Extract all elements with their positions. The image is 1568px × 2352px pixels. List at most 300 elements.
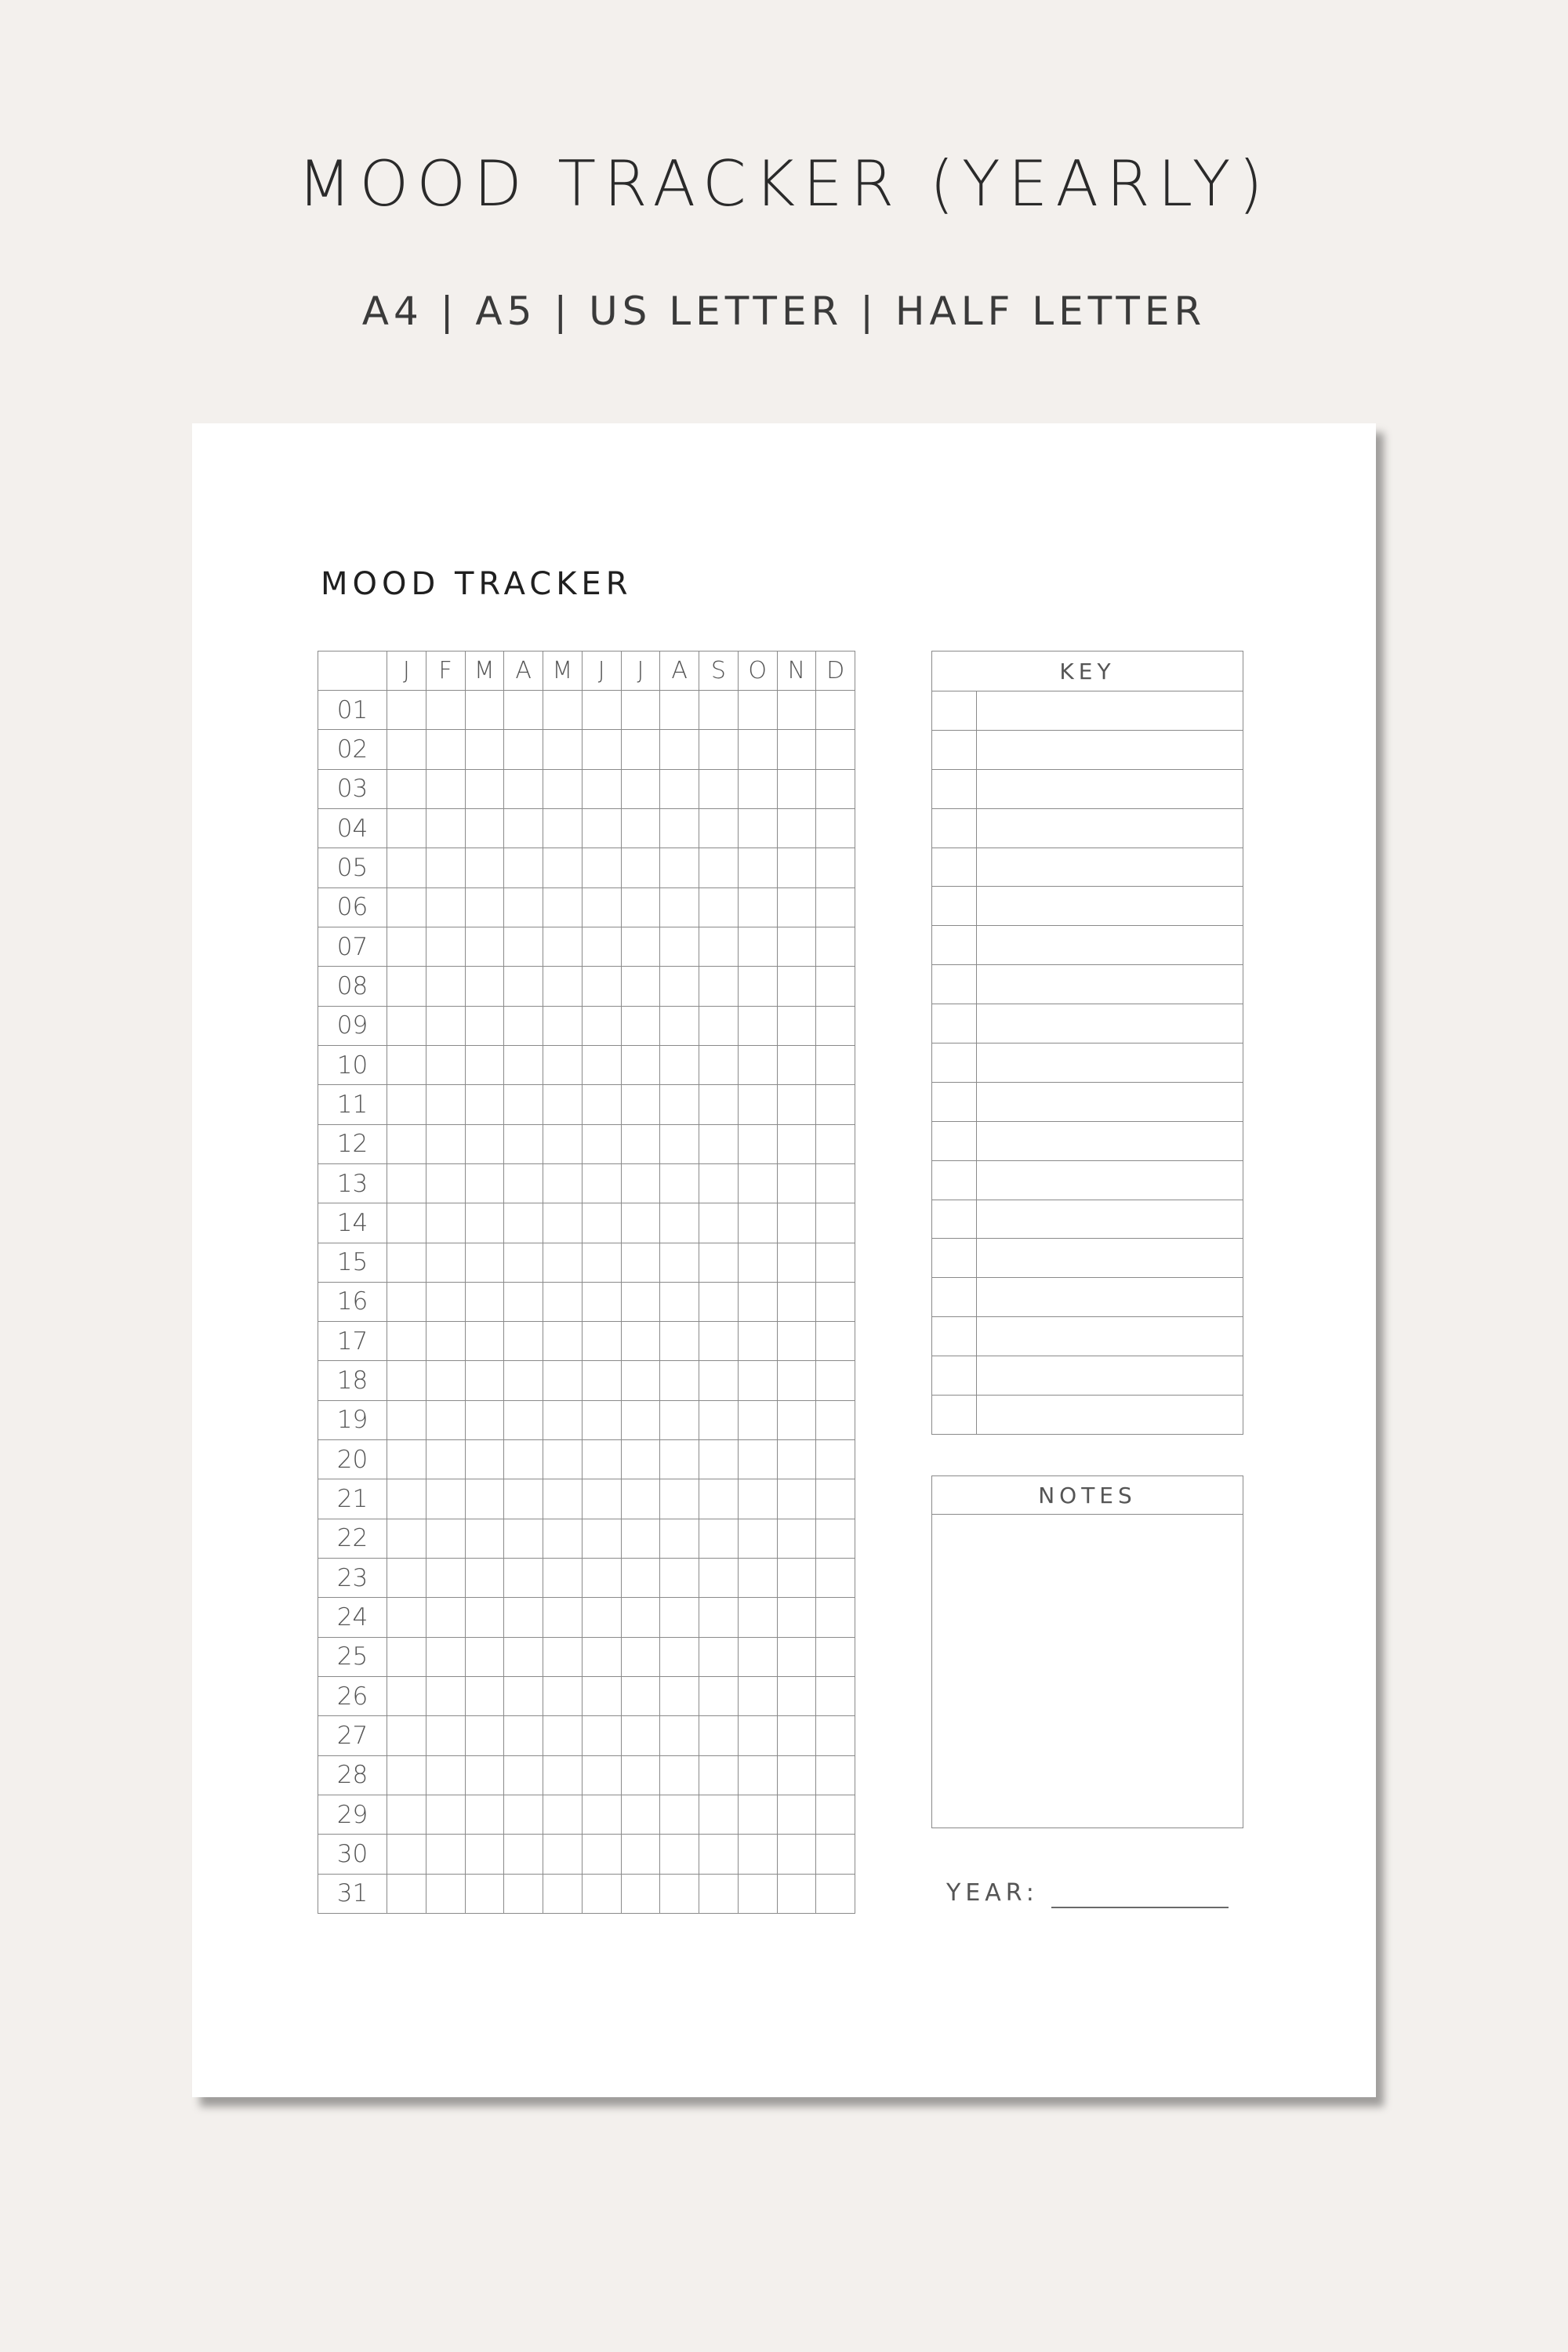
mood-cell[interactable]: [739, 967, 778, 1006]
mood-cell[interactable]: [583, 848, 622, 887]
mood-cell[interactable]: [387, 1361, 426, 1400]
mood-cell[interactable]: [466, 770, 505, 809]
mood-cell[interactable]: [504, 1716, 543, 1755]
mood-cell[interactable]: [699, 848, 739, 887]
mood-cell[interactable]: [816, 1835, 855, 1874]
mood-cell[interactable]: [583, 1875, 622, 1914]
mood-cell[interactable]: [426, 927, 466, 967]
mood-cell[interactable]: [504, 888, 543, 927]
mood-cell[interactable]: [739, 1638, 778, 1677]
mood-cell[interactable]: [466, 1401, 505, 1440]
mood-cell[interactable]: [739, 1125, 778, 1164]
mood-cell[interactable]: [816, 888, 855, 927]
mood-cell[interactable]: [543, 1875, 583, 1914]
mood-cell[interactable]: [504, 770, 543, 809]
mood-cell[interactable]: [387, 1322, 426, 1361]
mood-cell[interactable]: [504, 1085, 543, 1124]
mood-cell[interactable]: [543, 809, 583, 848]
mood-cell[interactable]: [387, 1401, 426, 1440]
mood-cell[interactable]: [466, 1677, 505, 1716]
mood-cell[interactable]: [387, 730, 426, 769]
mood-cell[interactable]: [583, 1716, 622, 1755]
key-color-swatch[interactable]: [932, 1200, 977, 1239]
mood-cell[interactable]: [583, 1085, 622, 1124]
mood-cell[interactable]: [699, 1756, 739, 1795]
mood-cell[interactable]: [583, 770, 622, 809]
mood-cell[interactable]: [699, 770, 739, 809]
mood-cell[interactable]: [387, 927, 426, 967]
key-color-swatch[interactable]: [932, 809, 977, 848]
mood-cell[interactable]: [387, 691, 426, 730]
mood-cell[interactable]: [699, 1559, 739, 1598]
mood-cell[interactable]: [739, 1479, 778, 1519]
mood-cell[interactable]: [699, 1875, 739, 1914]
mood-cell[interactable]: [504, 1007, 543, 1046]
key-color-swatch[interactable]: [932, 926, 977, 964]
mood-cell[interactable]: [543, 1519, 583, 1559]
mood-cell[interactable]: [816, 1795, 855, 1835]
mood-cell[interactable]: [622, 1875, 661, 1914]
mood-cell[interactable]: [622, 1559, 661, 1598]
mood-cell[interactable]: [387, 1795, 426, 1835]
mood-cell[interactable]: [739, 1519, 778, 1559]
mood-cell[interactable]: [543, 1677, 583, 1716]
mood-cell[interactable]: [778, 1046, 817, 1085]
mood-cell[interactable]: [816, 1716, 855, 1755]
mood-cell[interactable]: [778, 1638, 817, 1677]
mood-cell[interactable]: [504, 1677, 543, 1716]
mood-cell[interactable]: [583, 1283, 622, 1322]
mood-cell[interactable]: [778, 1125, 817, 1164]
mood-cell[interactable]: [739, 1401, 778, 1440]
mood-cell[interactable]: [387, 1677, 426, 1716]
mood-cell[interactable]: [660, 691, 699, 730]
key-color-swatch[interactable]: [932, 1356, 977, 1395]
mood-cell[interactable]: [699, 1046, 739, 1085]
mood-cell[interactable]: [739, 1677, 778, 1716]
mood-cell[interactable]: [426, 730, 466, 769]
mood-cell[interactable]: [778, 967, 817, 1006]
mood-cell[interactable]: [778, 1283, 817, 1322]
mood-cell[interactable]: [583, 1243, 622, 1283]
mood-cell[interactable]: [660, 1361, 699, 1400]
key-description-field[interactable]: [977, 926, 1243, 964]
key-description-field[interactable]: [977, 1083, 1243, 1121]
mood-cell[interactable]: [778, 1479, 817, 1519]
mood-cell[interactable]: [816, 1875, 855, 1914]
mood-cell[interactable]: [699, 1361, 739, 1400]
mood-cell[interactable]: [387, 809, 426, 848]
mood-cell[interactable]: [816, 1322, 855, 1361]
mood-cell[interactable]: [387, 967, 426, 1006]
mood-cell[interactable]: [739, 770, 778, 809]
mood-cell[interactable]: [739, 809, 778, 848]
mood-cell[interactable]: [543, 1401, 583, 1440]
mood-cell[interactable]: [583, 1401, 622, 1440]
mood-cell[interactable]: [739, 1598, 778, 1637]
key-description-field[interactable]: [977, 731, 1243, 769]
mood-cell[interactable]: [504, 1440, 543, 1479]
mood-cell[interactable]: [816, 1164, 855, 1203]
mood-cell[interactable]: [816, 1677, 855, 1716]
mood-cell[interactable]: [778, 927, 817, 967]
mood-cell[interactable]: [504, 1164, 543, 1203]
mood-cell[interactable]: [660, 1322, 699, 1361]
mood-cell[interactable]: [778, 1795, 817, 1835]
mood-cell[interactable]: [466, 1085, 505, 1124]
mood-cell[interactable]: [739, 1559, 778, 1598]
mood-cell[interactable]: [504, 1283, 543, 1322]
mood-cell[interactable]: [466, 1203, 505, 1243]
mood-cell[interactable]: [778, 1007, 817, 1046]
mood-cell[interactable]: [543, 1203, 583, 1243]
mood-cell[interactable]: [387, 1519, 426, 1559]
mood-cell[interactable]: [622, 967, 661, 1006]
mood-cell[interactable]: [622, 809, 661, 848]
mood-cell[interactable]: [699, 888, 739, 927]
mood-cell[interactable]: [426, 848, 466, 887]
mood-cell[interactable]: [466, 1795, 505, 1835]
mood-cell[interactable]: [426, 1283, 466, 1322]
mood-cell[interactable]: [660, 1677, 699, 1716]
mood-cell[interactable]: [426, 1046, 466, 1085]
mood-cell[interactable]: [660, 848, 699, 887]
mood-cell[interactable]: [816, 1401, 855, 1440]
mood-cell[interactable]: [543, 1756, 583, 1795]
mood-cell[interactable]: [426, 1243, 466, 1283]
key-description-field[interactable]: [977, 1239, 1243, 1277]
mood-cell[interactable]: [543, 1795, 583, 1835]
mood-cell[interactable]: [426, 1835, 466, 1874]
mood-cell[interactable]: [778, 1401, 817, 1440]
key-description-field[interactable]: [977, 1044, 1243, 1082]
mood-cell[interactable]: [816, 1519, 855, 1559]
key-color-swatch[interactable]: [932, 1396, 977, 1434]
mood-cell[interactable]: [778, 809, 817, 848]
mood-cell[interactable]: [466, 1283, 505, 1322]
mood-cell[interactable]: [739, 1756, 778, 1795]
mood-cell[interactable]: [816, 848, 855, 887]
mood-cell[interactable]: [466, 809, 505, 848]
key-description-field[interactable]: [977, 1004, 1243, 1043]
mood-cell[interactable]: [699, 1243, 739, 1283]
mood-cell[interactable]: [387, 1164, 426, 1203]
mood-cell[interactable]: [466, 1756, 505, 1795]
mood-cell[interactable]: [583, 1638, 622, 1677]
mood-cell[interactable]: [387, 770, 426, 809]
key-color-swatch[interactable]: [932, 770, 977, 808]
mood-cell[interactable]: [426, 1203, 466, 1243]
mood-cell[interactable]: [583, 1440, 622, 1479]
mood-cell[interactable]: [504, 1401, 543, 1440]
mood-cell[interactable]: [426, 888, 466, 927]
mood-cell[interactable]: [660, 1085, 699, 1124]
mood-cell[interactable]: [426, 1519, 466, 1559]
mood-cell[interactable]: [583, 1479, 622, 1519]
mood-cell[interactable]: [504, 1875, 543, 1914]
mood-cell[interactable]: [739, 730, 778, 769]
mood-cell[interactable]: [622, 1716, 661, 1755]
mood-cell[interactable]: [660, 1519, 699, 1559]
mood-cell[interactable]: [622, 1243, 661, 1283]
mood-cell[interactable]: [543, 1716, 583, 1755]
mood-cell[interactable]: [583, 1795, 622, 1835]
mood-cell[interactable]: [583, 1046, 622, 1085]
mood-cell[interactable]: [504, 1756, 543, 1795]
mood-cell[interactable]: [699, 730, 739, 769]
key-description-field[interactable]: [977, 965, 1243, 1004]
notes-field[interactable]: [932, 1515, 1243, 1828]
mood-cell[interactable]: [778, 888, 817, 927]
mood-cell[interactable]: [739, 1007, 778, 1046]
mood-cell[interactable]: [543, 1559, 583, 1598]
mood-cell[interactable]: [660, 1835, 699, 1874]
mood-cell[interactable]: [504, 1046, 543, 1085]
mood-cell[interactable]: [622, 691, 661, 730]
mood-cell[interactable]: [543, 1361, 583, 1400]
mood-cell[interactable]: [622, 1479, 661, 1519]
mood-cell[interactable]: [466, 1559, 505, 1598]
mood-cell[interactable]: [622, 1795, 661, 1835]
mood-cell[interactable]: [583, 1598, 622, 1637]
mood-cell[interactable]: [387, 1243, 426, 1283]
mood-cell[interactable]: [660, 1716, 699, 1755]
mood-cell[interactable]: [504, 1322, 543, 1361]
mood-cell[interactable]: [778, 1716, 817, 1755]
key-description-field[interactable]: [977, 691, 1243, 730]
mood-cell[interactable]: [816, 1479, 855, 1519]
mood-cell[interactable]: [583, 1203, 622, 1243]
mood-cell[interactable]: [466, 1835, 505, 1874]
mood-cell[interactable]: [426, 1677, 466, 1716]
key-color-swatch[interactable]: [932, 1239, 977, 1277]
mood-cell[interactable]: [387, 1756, 426, 1795]
mood-cell[interactable]: [387, 1835, 426, 1874]
mood-cell[interactable]: [660, 1243, 699, 1283]
mood-cell[interactable]: [504, 1598, 543, 1637]
mood-cell[interactable]: [583, 1322, 622, 1361]
mood-cell[interactable]: [387, 1046, 426, 1085]
mood-cell[interactable]: [543, 1598, 583, 1637]
mood-cell[interactable]: [660, 1046, 699, 1085]
mood-cell[interactable]: [622, 1401, 661, 1440]
key-color-swatch[interactable]: [932, 965, 977, 1004]
mood-cell[interactable]: [426, 967, 466, 1006]
mood-cell[interactable]: [660, 1203, 699, 1243]
mood-cell[interactable]: [504, 967, 543, 1006]
mood-cell[interactable]: [466, 1598, 505, 1637]
mood-cell[interactable]: [543, 1283, 583, 1322]
mood-cell[interactable]: [387, 1085, 426, 1124]
mood-cell[interactable]: [583, 1519, 622, 1559]
mood-cell[interactable]: [426, 1559, 466, 1598]
mood-cell[interactable]: [739, 1716, 778, 1755]
mood-cell[interactable]: [543, 1046, 583, 1085]
mood-cell[interactable]: [543, 848, 583, 887]
key-color-swatch[interactable]: [932, 1044, 977, 1082]
key-description-field[interactable]: [977, 887, 1243, 925]
mood-cell[interactable]: [778, 1164, 817, 1203]
mood-cell[interactable]: [426, 1440, 466, 1479]
mood-cell[interactable]: [387, 1598, 426, 1637]
mood-cell[interactable]: [504, 1559, 543, 1598]
mood-cell[interactable]: [816, 1007, 855, 1046]
mood-cell[interactable]: [660, 1559, 699, 1598]
mood-cell[interactable]: [583, 1164, 622, 1203]
mood-cell[interactable]: [816, 1440, 855, 1479]
mood-cell[interactable]: [387, 1716, 426, 1755]
mood-cell[interactable]: [699, 1598, 739, 1637]
mood-cell[interactable]: [739, 1795, 778, 1835]
mood-cell[interactable]: [660, 1795, 699, 1835]
mood-cell[interactable]: [816, 730, 855, 769]
mood-cell[interactable]: [622, 730, 661, 769]
mood-cell[interactable]: [699, 691, 739, 730]
mood-cell[interactable]: [699, 1164, 739, 1203]
mood-cell[interactable]: [426, 1322, 466, 1361]
mood-cell[interactable]: [387, 888, 426, 927]
mood-cell[interactable]: [622, 1164, 661, 1203]
mood-cell[interactable]: [504, 927, 543, 967]
mood-cell[interactable]: [699, 1283, 739, 1322]
mood-cell[interactable]: [622, 1677, 661, 1716]
mood-cell[interactable]: [543, 1638, 583, 1677]
mood-cell[interactable]: [622, 1519, 661, 1559]
key-description-field[interactable]: [977, 809, 1243, 848]
mood-cell[interactable]: [583, 967, 622, 1006]
mood-cell[interactable]: [583, 1361, 622, 1400]
mood-cell[interactable]: [739, 927, 778, 967]
key-color-swatch[interactable]: [932, 848, 977, 887]
mood-cell[interactable]: [816, 967, 855, 1006]
mood-cell[interactable]: [778, 1598, 817, 1637]
mood-cell[interactable]: [660, 730, 699, 769]
key-description-field[interactable]: [977, 1161, 1243, 1200]
mood-cell[interactable]: [699, 1479, 739, 1519]
mood-cell[interactable]: [622, 770, 661, 809]
key-color-swatch[interactable]: [932, 1278, 977, 1316]
mood-cell[interactable]: [387, 1203, 426, 1243]
mood-cell[interactable]: [816, 1085, 855, 1124]
mood-cell[interactable]: [699, 1203, 739, 1243]
mood-cell[interactable]: [816, 1125, 855, 1164]
mood-cell[interactable]: [778, 1243, 817, 1283]
key-color-swatch[interactable]: [932, 1083, 977, 1121]
mood-cell[interactable]: [622, 1125, 661, 1164]
mood-cell[interactable]: [739, 1875, 778, 1914]
mood-cell[interactable]: [816, 1638, 855, 1677]
mood-cell[interactable]: [543, 1479, 583, 1519]
mood-cell[interactable]: [466, 1125, 505, 1164]
mood-cell[interactable]: [699, 1401, 739, 1440]
mood-cell[interactable]: [466, 848, 505, 887]
mood-cell[interactable]: [816, 1598, 855, 1637]
mood-cell[interactable]: [622, 848, 661, 887]
mood-cell[interactable]: [583, 1007, 622, 1046]
mood-cell[interactable]: [504, 809, 543, 848]
mood-cell[interactable]: [622, 1361, 661, 1400]
mood-cell[interactable]: [504, 691, 543, 730]
mood-cell[interactable]: [387, 1638, 426, 1677]
mood-cell[interactable]: [699, 1795, 739, 1835]
mood-cell[interactable]: [583, 888, 622, 927]
mood-cell[interactable]: [699, 1322, 739, 1361]
key-color-swatch[interactable]: [932, 1004, 977, 1043]
mood-cell[interactable]: [816, 1361, 855, 1400]
mood-cell[interactable]: [466, 1716, 505, 1755]
key-description-field[interactable]: [977, 1317, 1243, 1356]
mood-cell[interactable]: [699, 1085, 739, 1124]
mood-cell[interactable]: [466, 1046, 505, 1085]
mood-cell[interactable]: [543, 1835, 583, 1874]
mood-cell[interactable]: [583, 1677, 622, 1716]
mood-cell[interactable]: [816, 927, 855, 967]
mood-cell[interactable]: [739, 1085, 778, 1124]
mood-cell[interactable]: [778, 1559, 817, 1598]
mood-cell[interactable]: [622, 1203, 661, 1243]
mood-cell[interactable]: [699, 1440, 739, 1479]
key-color-swatch[interactable]: [932, 691, 977, 730]
mood-cell[interactable]: [504, 1479, 543, 1519]
mood-cell[interactable]: [426, 1164, 466, 1203]
mood-cell[interactable]: [816, 809, 855, 848]
mood-cell[interactable]: [387, 1007, 426, 1046]
mood-cell[interactable]: [622, 1638, 661, 1677]
mood-cell[interactable]: [543, 1243, 583, 1283]
mood-cell[interactable]: [622, 1835, 661, 1874]
mood-cell[interactable]: [778, 1440, 817, 1479]
mood-cell[interactable]: [543, 691, 583, 730]
mood-cell[interactable]: [504, 1361, 543, 1400]
mood-cell[interactable]: [660, 1638, 699, 1677]
mood-cell[interactable]: [739, 888, 778, 927]
mood-cell[interactable]: [660, 1440, 699, 1479]
mood-cell[interactable]: [699, 1638, 739, 1677]
mood-cell[interactable]: [816, 1283, 855, 1322]
mood-cell[interactable]: [778, 1322, 817, 1361]
mood-cell[interactable]: [466, 1243, 505, 1283]
mood-cell[interactable]: [504, 1835, 543, 1874]
mood-cell[interactable]: [504, 730, 543, 769]
mood-cell[interactable]: [778, 1875, 817, 1914]
mood-cell[interactable]: [739, 1046, 778, 1085]
mood-cell[interactable]: [387, 1559, 426, 1598]
mood-cell[interactable]: [660, 1479, 699, 1519]
mood-cell[interactable]: [543, 1164, 583, 1203]
mood-cell[interactable]: [778, 730, 817, 769]
mood-cell[interactable]: [699, 927, 739, 967]
mood-cell[interactable]: [466, 1007, 505, 1046]
mood-cell[interactable]: [583, 1756, 622, 1795]
mood-cell[interactable]: [660, 1007, 699, 1046]
mood-cell[interactable]: [504, 848, 543, 887]
mood-cell[interactable]: [739, 848, 778, 887]
mood-cell[interactable]: [426, 770, 466, 809]
mood-cell[interactable]: [466, 1479, 505, 1519]
mood-cell[interactable]: [543, 967, 583, 1006]
mood-cell[interactable]: [739, 1361, 778, 1400]
mood-cell[interactable]: [466, 730, 505, 769]
mood-cell[interactable]: [583, 691, 622, 730]
mood-cell[interactable]: [622, 1598, 661, 1637]
mood-cell[interactable]: [739, 1322, 778, 1361]
mood-cell[interactable]: [778, 1519, 817, 1559]
mood-cell[interactable]: [660, 927, 699, 967]
mood-cell[interactable]: [778, 848, 817, 887]
mood-cell[interactable]: [699, 1125, 739, 1164]
key-description-field[interactable]: [977, 1200, 1243, 1239]
mood-cell[interactable]: [816, 1243, 855, 1283]
